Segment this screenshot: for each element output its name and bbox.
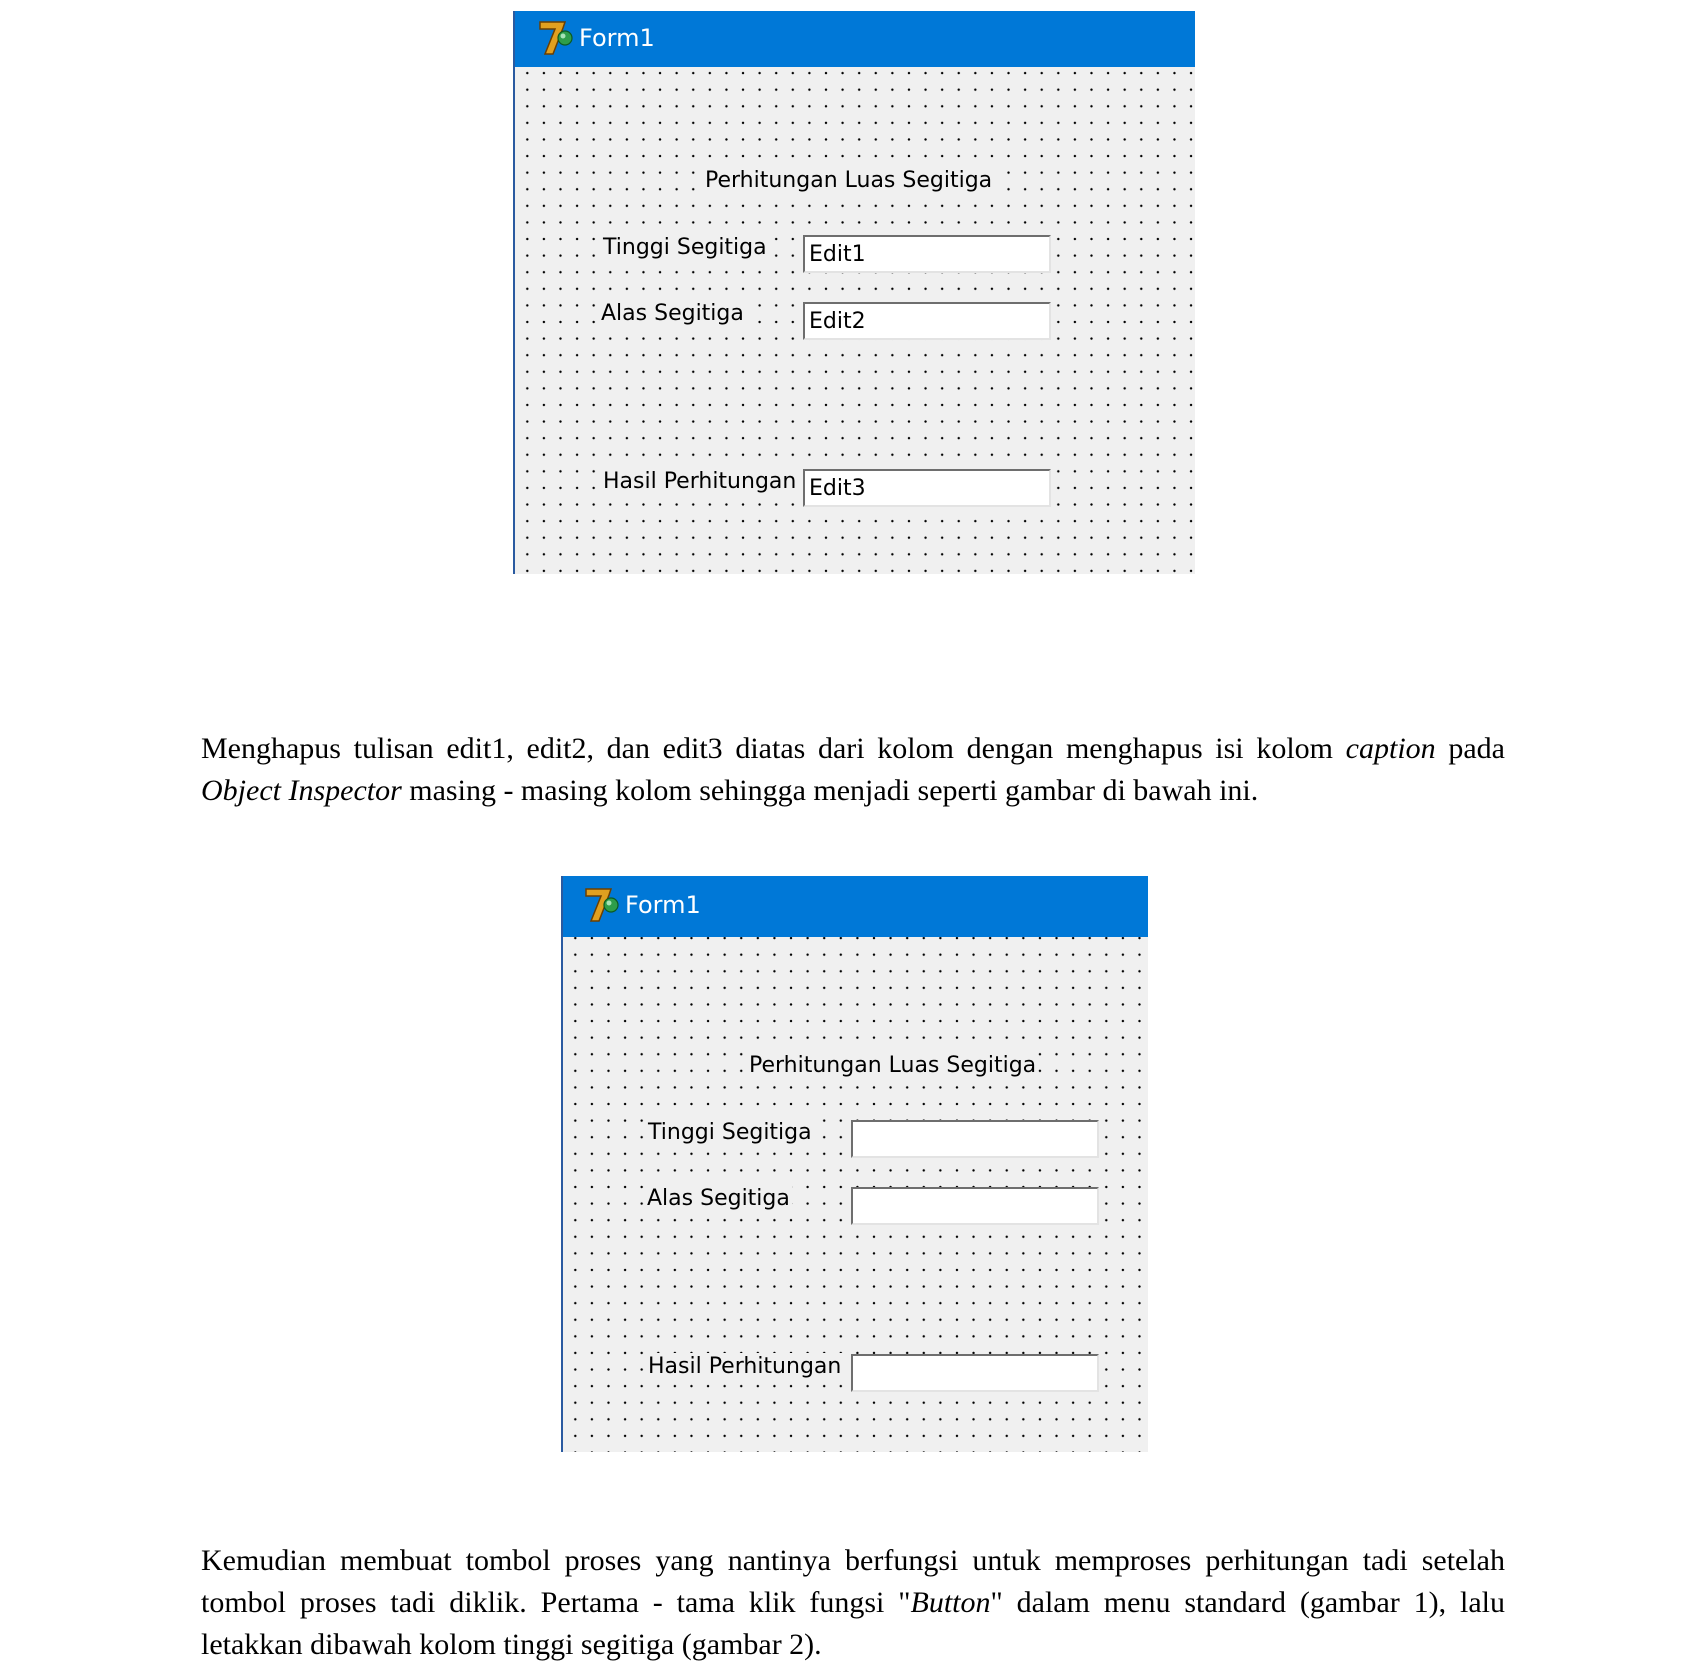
form1-window-before: [513, 11, 1195, 574]
tinggi-segitiga-input[interactable]: [851, 1120, 1099, 1158]
hasil-perhitungan-output[interactable]: [851, 1354, 1099, 1392]
hasil-perhitungan-label: Hasil Perhitungan: [603, 469, 797, 494]
form1-window-after: [561, 876, 1148, 1452]
paragraph-1-emphasis-object-inspector: Object Inspector: [201, 774, 402, 807]
alas-segitiga-label: Alas Segitiga: [601, 301, 744, 326]
alas-segitiga-input[interactable]: [851, 1187, 1099, 1225]
form1-title: Form1: [579, 24, 655, 52]
paragraph-2-text-1: Kemudian membuat tombol proses yang nantinya berfungsi untuk memproses perhitungan tadi setelah tombol proses tadi diklik. Pertama - tama klik fungsi ": [201, 1544, 1505, 1619]
tinggi-segitiga-label: Tinggi Segitiga: [603, 235, 767, 260]
paragraph-2-text-2: " dalam menu standard (gambar 1), lalu letakkan dibawah kolom tinggi segitiga (gambar 2).: [201, 1586, 1506, 1661]
edit2-field[interactable]: Edit2: [803, 302, 1051, 340]
form1-titlebar[interactable]: [515, 11, 1195, 67]
paragraph-1-text-1: Menghapus tulisan edit1, edit2, dan edit3 diatas dari kolom dengan menghapus isi kolom: [201, 732, 1346, 765]
paragraph-1-text-3: masing - masing kolom sehingga menjadi seperti gambar di bawah ini.: [401, 774, 1259, 807]
form-heading-label: Perhitungan Luas Segitiga: [749, 1053, 1037, 1078]
edit1-field[interactable]: Edit1: [803, 235, 1051, 273]
tinggi-segitiga-label: Tinggi Segitiga: [648, 1120, 812, 1145]
form1-title: Form1: [625, 891, 701, 919]
delphi-7-icon: [537, 18, 575, 58]
delphi-7-icon: [583, 885, 621, 925]
form-heading-label: Perhitungan Luas Segitiga: [705, 168, 993, 193]
paragraph-1-emphasis-caption: caption: [1345, 732, 1436, 765]
alas-segitiga-label: Alas Segitiga: [647, 1186, 790, 1211]
form1-titlebar[interactable]: [563, 876, 1148, 937]
paragraph-1-text-2: pada: [1435, 732, 1505, 765]
paragraph-1: [201, 728, 1505, 812]
edit3-field[interactable]: Edit3: [803, 469, 1051, 507]
paragraph-2: [201, 1540, 1505, 1666]
hasil-perhitungan-label: Hasil Perhitungan: [648, 1354, 842, 1379]
paragraph-2-emphasis-button: Button: [910, 1586, 991, 1619]
